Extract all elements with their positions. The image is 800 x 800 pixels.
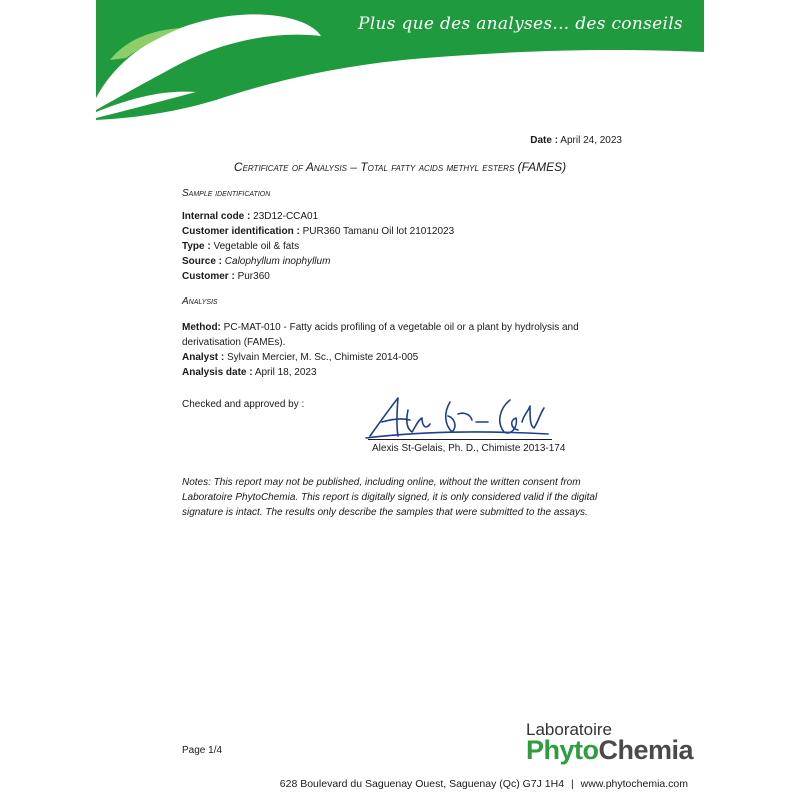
footer-separator: | [570, 778, 574, 790]
title-suffix: (FAMES) [514, 160, 567, 174]
type-row [182, 241, 299, 252]
certificate-title [96, 160, 704, 174]
type-value: Vegetable oil & fats [213, 241, 300, 252]
source-label: Source : [182, 256, 223, 267]
report-notes: Notes: This report may not be published, including online, without the written consent from Laboratoire PhytoChemia. This report is digitally signed, it is only considered valid if the digital signature is intact. The results only describe the samples that were submitted to the assays. [182, 477, 598, 518]
analysis-date-label: Analysis date : [182, 367, 253, 378]
certificate-page [96, 0, 704, 800]
logo-laboratoire: Laboratoire [526, 720, 613, 739]
title-main: Total fatty acids methyl esters [360, 160, 515, 174]
method-row [182, 320, 632, 350]
customer-value: Pur360 [237, 271, 270, 282]
internal-code-label: Internal code : [182, 211, 251, 222]
footer-website-link[interactable]: www.phytochemia.com [580, 778, 688, 790]
customer-row [182, 271, 270, 282]
date-value: April 24, 2023 [560, 135, 622, 146]
customer-identification-row [182, 226, 454, 237]
analysis-date-value: April 18, 2023 [254, 367, 317, 378]
source-row [182, 256, 330, 267]
customer-identification-value: PUR360 Tamanu Oil lot 21012023 [302, 226, 455, 237]
logo-part-phyto: Phyto [526, 735, 599, 765]
page-number: Page 1/4 [182, 745, 223, 756]
signatory-name: Alexis St-Gelais, Ph. D., Chimiste 2013-174 [372, 443, 566, 454]
method-value: PC-MAT-010 - Fatty acids profiling of a vegetable oil or a plant by hydrolysis and derivatisation (FAMEs). [182, 322, 579, 348]
analyst-value: Sylvain Mercier, M. Sc., Chimiste 2014-005 [227, 352, 419, 363]
analyst-row [182, 350, 632, 365]
analysis-details [182, 320, 632, 380]
date-label: Date : [530, 135, 559, 146]
analysis-date-row [182, 365, 632, 380]
title-prefix: Certificate of Analysis [233, 160, 347, 174]
customer-identification-label: Customer identification : [182, 226, 300, 237]
footer-address: 628 Boulevard du Saguenay Ouest, Saguenay (Qc) G7J 1H4 [279, 778, 565, 790]
internal-code-value: 23D12-CCA01 [253, 211, 319, 222]
analyst-label: Analyst : [182, 352, 225, 363]
header-tagline: Plus que des analyses... des conseils [358, 14, 683, 34]
signature-line [368, 439, 552, 440]
checked-approved-label: Checked and approved by : [182, 399, 305, 410]
report-date [530, 135, 622, 146]
type-label: Type : [182, 241, 211, 252]
title-dash: – [346, 160, 361, 174]
analysis-heading: Analysis [182, 296, 218, 307]
logo-part-chemia: Chemia [598, 735, 694, 765]
method-label: Method: [182, 322, 221, 333]
source-value: Calophyllum inophyllum [224, 256, 331, 267]
page-footer [96, 778, 704, 790]
phytochemia-logo [526, 735, 693, 766]
customer-label: Customer : [182, 271, 235, 282]
sample-identification-heading: Sample identification [182, 188, 271, 199]
internal-code-row [182, 211, 318, 222]
